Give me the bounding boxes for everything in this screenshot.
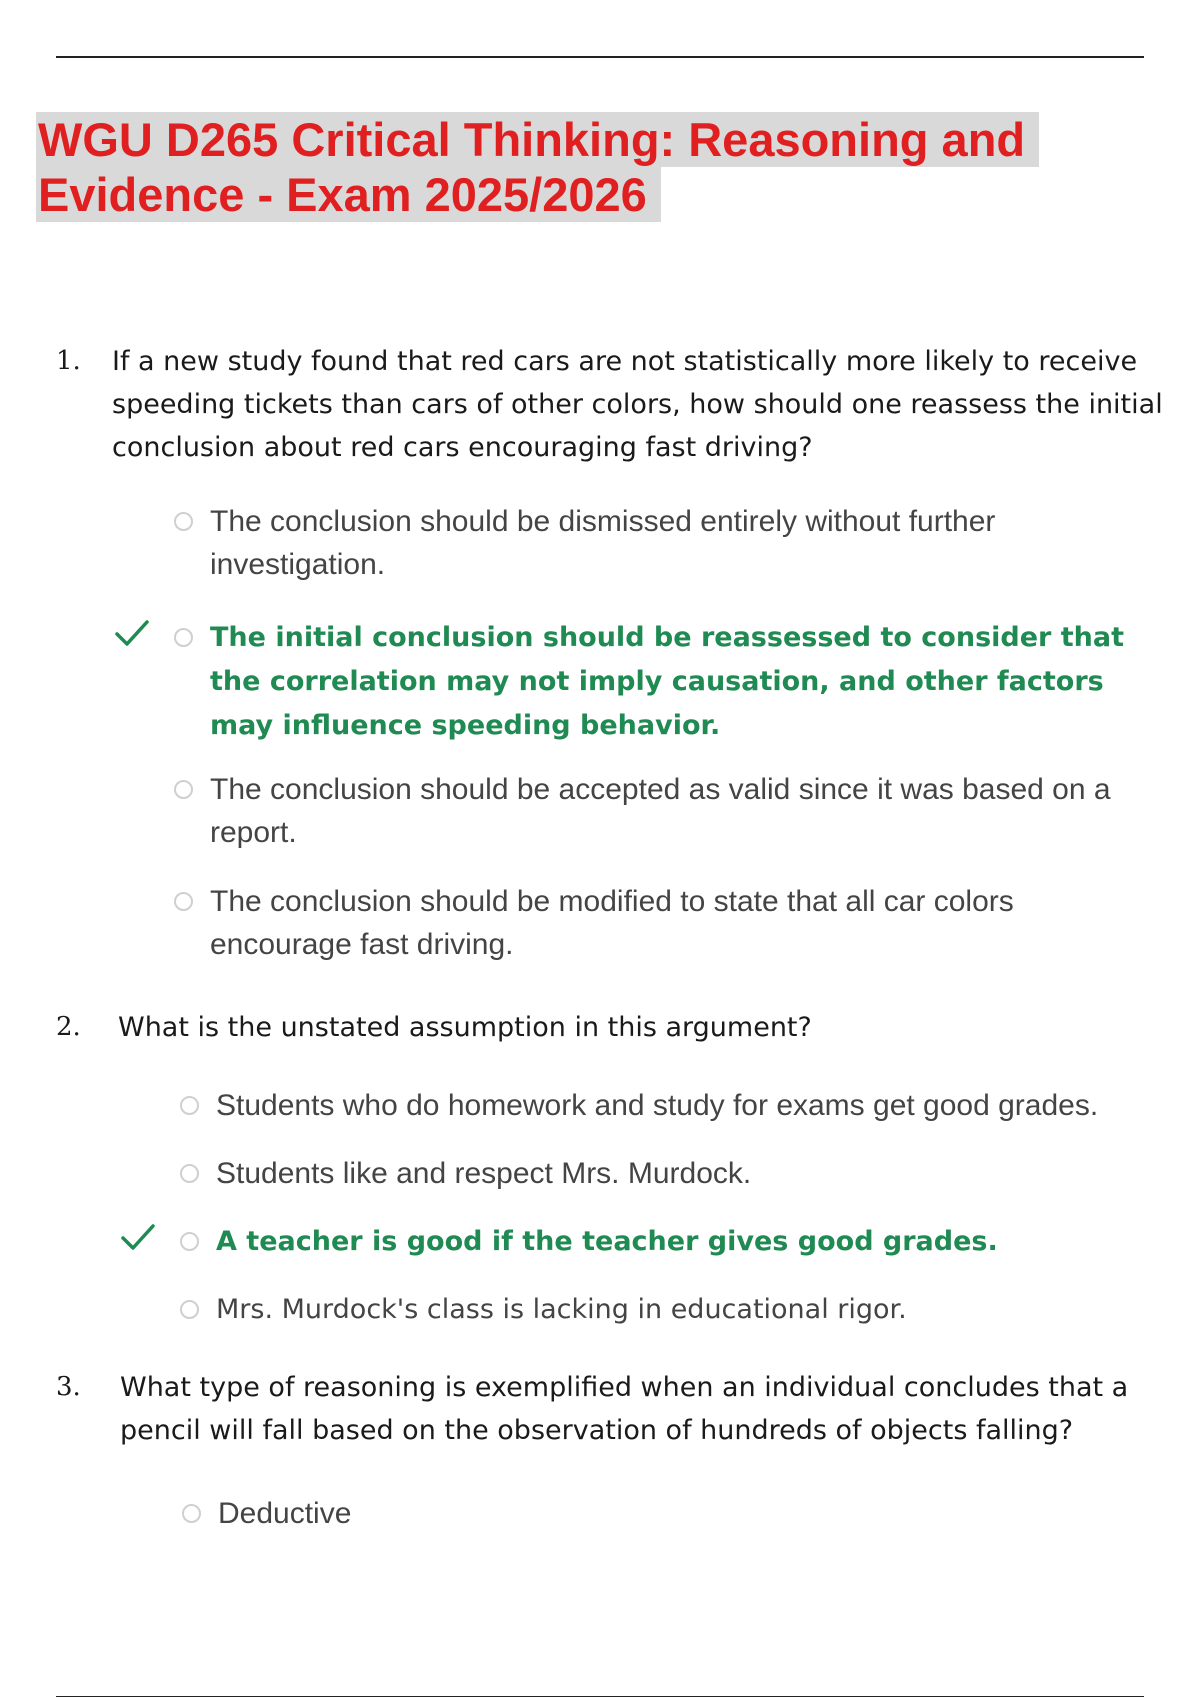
option-label: Students who do homework and study for exams get good grades. [216, 1089, 1099, 1122]
radio-button[interactable] [180, 1164, 199, 1183]
radio-button[interactable] [182, 1504, 201, 1523]
document-title [36, 112, 1039, 222]
radio-button[interactable] [174, 892, 193, 911]
option-label: The conclusion should be modified to state that all car colors encourage fast driving. [210, 885, 1014, 961]
radio-button[interactable] [174, 780, 193, 799]
question-text: What is the unstated assumption in this argument? [118, 1012, 812, 1043]
radio-button[interactable] [174, 628, 193, 647]
question-number: 3. [56, 1372, 81, 1402]
title-line-2: Evidence - Exam 2025/2026 [36, 167, 661, 222]
option-label: The initial conclusion should be reassessed to consider that the correlation may not imply causation, and other factors may influence speeding behavior. [210, 622, 1125, 741]
radio-button[interactable] [180, 1232, 199, 1251]
option-label: The conclusion should be dismissed entirely without further investigation. [210, 505, 996, 581]
question-number: 1. [56, 346, 81, 376]
question-number: 2. [56, 1012, 81, 1042]
option-label: Mrs. Murdock's class is lacking in educational rigor. [216, 1294, 907, 1325]
checkmark-icon [120, 1220, 156, 1256]
option-label: The conclusion should be accepted as valid since it was based on a report. [210, 773, 1111, 849]
question-text: If a new study found that red cars are not statistically more likely to receive speeding tickets than cars of other colors, how should one reassess the initial conclusion about red cars encouraging fast driving? [112, 346, 1163, 463]
radio-button[interactable] [180, 1096, 199, 1115]
option-label: A teacher is good if the teacher gives good grades. [216, 1226, 998, 1257]
title-line-1: WGU D265 Critical Thinking: Reasoning and [36, 112, 1039, 167]
radio-button[interactable] [174, 512, 193, 531]
radio-button[interactable] [180, 1300, 199, 1319]
checkmark-icon [114, 616, 150, 652]
top-divider [56, 56, 1144, 58]
bottom-divider [56, 1696, 1144, 1697]
option-label: Students like and respect Mrs. Murdock. [216, 1157, 752, 1190]
question-text: What type of reasoning is exemplified when an individual concludes that a pencil will fall based on the observation of hundreds of objects falling? [120, 1372, 1129, 1446]
option-label: Deductive [218, 1497, 352, 1530]
